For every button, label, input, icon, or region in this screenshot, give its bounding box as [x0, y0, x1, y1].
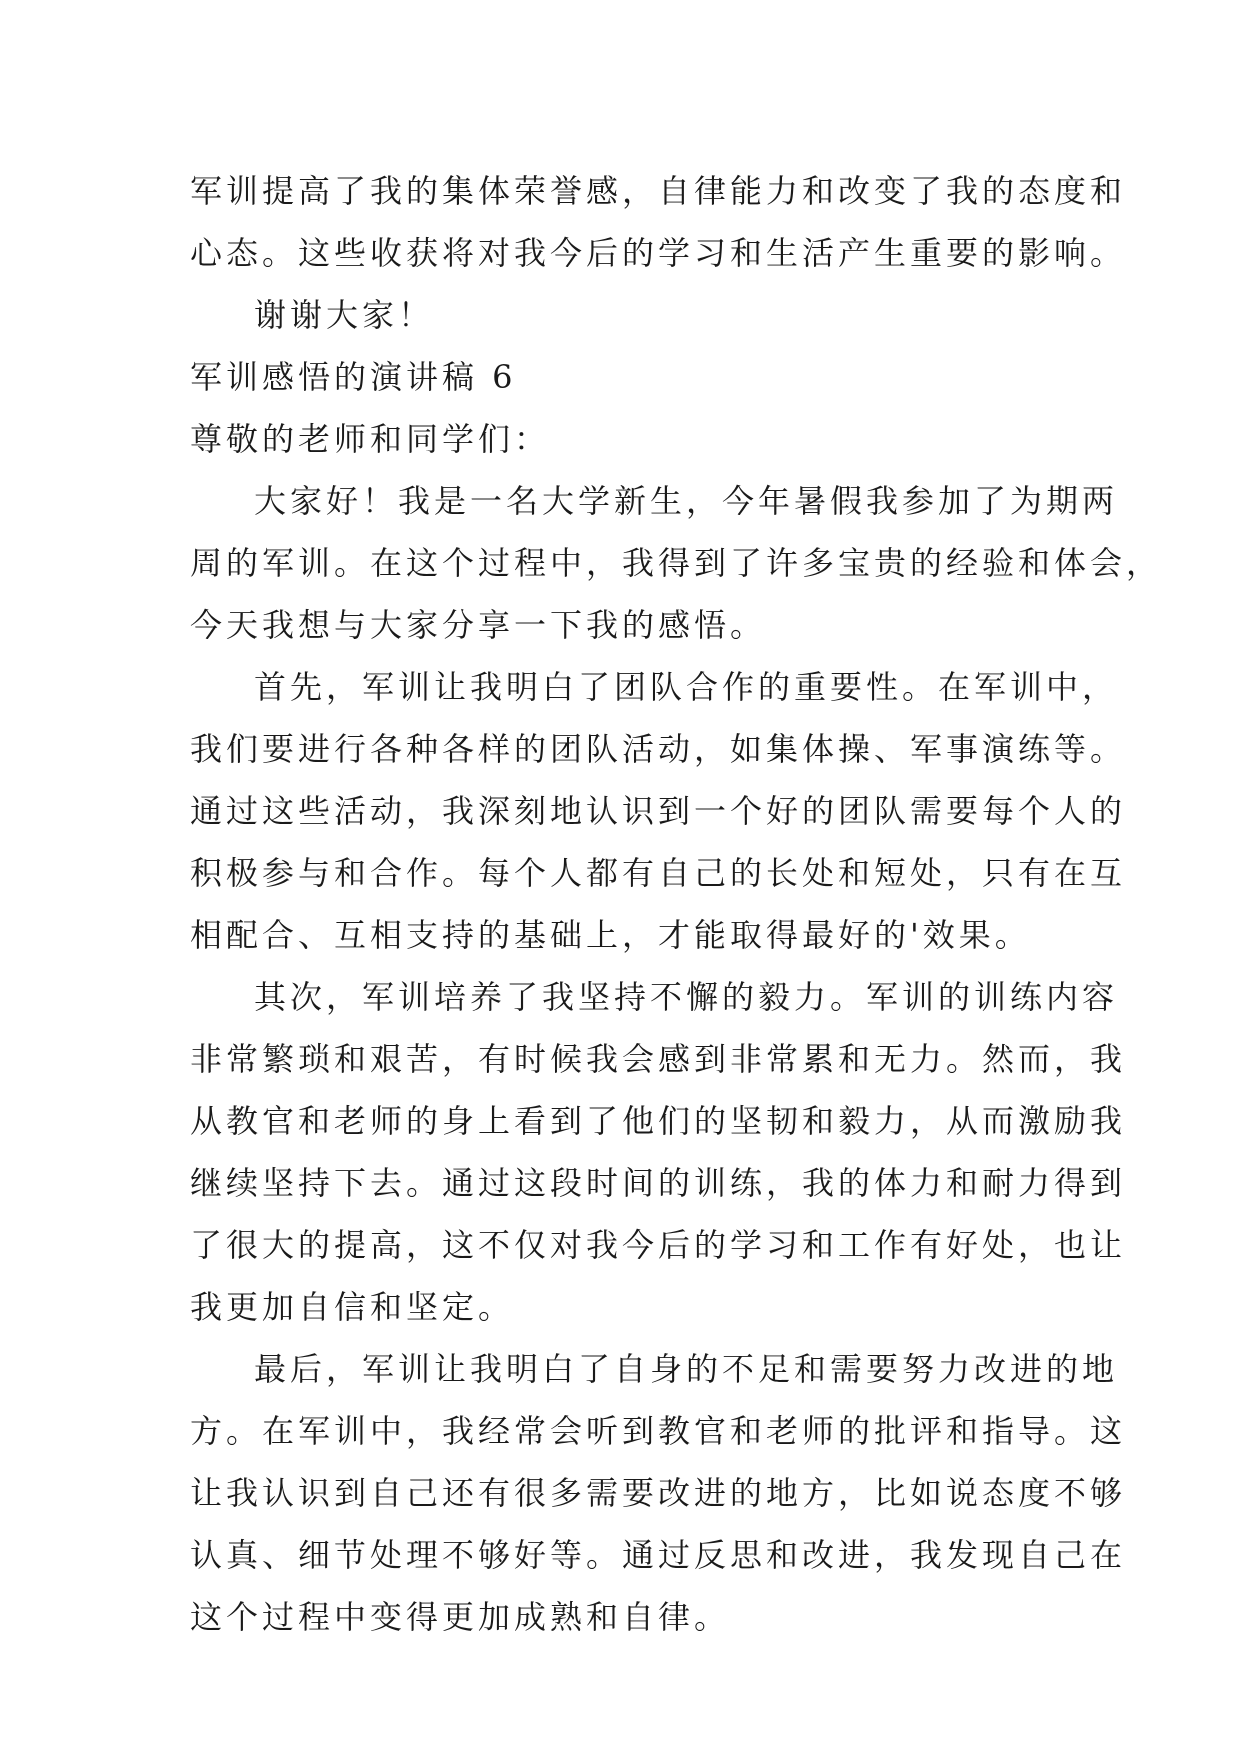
text-line: 军训感悟的演讲稿 6	[190, 358, 517, 396]
body-paragraph-4	[190, 1338, 1127, 1648]
text-line: 最后，军训让我明白了自身的不足和需要努力改进的地	[254, 1350, 1119, 1388]
text-line: 通过这些活动，我深刻地认识到一个好的团队需要每个人的	[190, 792, 1127, 830]
document-body	[190, 160, 1163, 1648]
text-line: 心态。这些收获将对我今后的学习和生活产生重要的影响。	[190, 234, 1127, 272]
text-line: 今天我想与大家分享一下我的感悟。	[190, 606, 767, 644]
text-line: 尊敬的老师和同学们：	[190, 420, 551, 458]
text-line: 积极参与和合作。每个人都有自己的长处和短处，只有在互	[190, 854, 1127, 892]
text-line: 其次，军训培养了我坚持不懈的毅力。军训的训练内容	[254, 978, 1119, 1016]
body-paragraph-2	[190, 656, 1127, 966]
section-title	[190, 346, 1070, 408]
text-line: 了很大的提高，这不仅对我今后的学习和工作有好处，也让	[190, 1226, 1127, 1264]
text-line: 相配合、互相支持的基础上，才能取得最好的'效果。	[190, 916, 1031, 954]
text-line: 认真、细节处理不够好等。通过反思和改进，我发现自己在	[190, 1536, 1127, 1574]
text-line: 首先，军训让我明白了团队合作的重要性。在军训中，	[254, 668, 1119, 706]
thanks-line	[190, 284, 1070, 346]
text-line: 大家好！我是一名大学新生，今年暑假我参加了为期两	[254, 482, 1119, 520]
text-line: 谢谢大家！	[254, 296, 435, 334]
text-line: 从教官和老师的身上看到了他们的坚韧和毅力，从而激励我	[190, 1102, 1127, 1140]
text-line: 让我认识到自己还有很多需要改进的地方，比如说态度不够	[190, 1474, 1127, 1512]
body-paragraph-3	[190, 966, 1127, 1338]
text-line: 方。在军训中，我经常会听到教官和老师的批评和指导。这	[190, 1412, 1127, 1450]
body-paragraph-1	[190, 470, 1163, 656]
text-line: 这个过程中变得更加成熟和自律。	[190, 1598, 731, 1636]
text-line: 非常繁琐和艰苦，有时候我会感到非常累和无力。然而，我	[190, 1040, 1127, 1078]
text-line: 继续坚持下去。通过这段时间的训练，我的体力和耐力得到	[190, 1164, 1127, 1202]
text-line: 我更加自信和坚定。	[190, 1288, 515, 1326]
text-line: 我们要进行各种各样的团队活动，如集体操、军事演练等。	[190, 730, 1127, 768]
text-line: 周的军训。在这个过程中，我得到了许多宝贵的经验和体会，	[190, 544, 1163, 582]
salutation	[190, 408, 1070, 470]
text-line: 军训提高了我的集体荣誉感，自律能力和改变了我的态度和	[190, 172, 1127, 210]
continuation-paragraph	[190, 160, 1127, 284]
